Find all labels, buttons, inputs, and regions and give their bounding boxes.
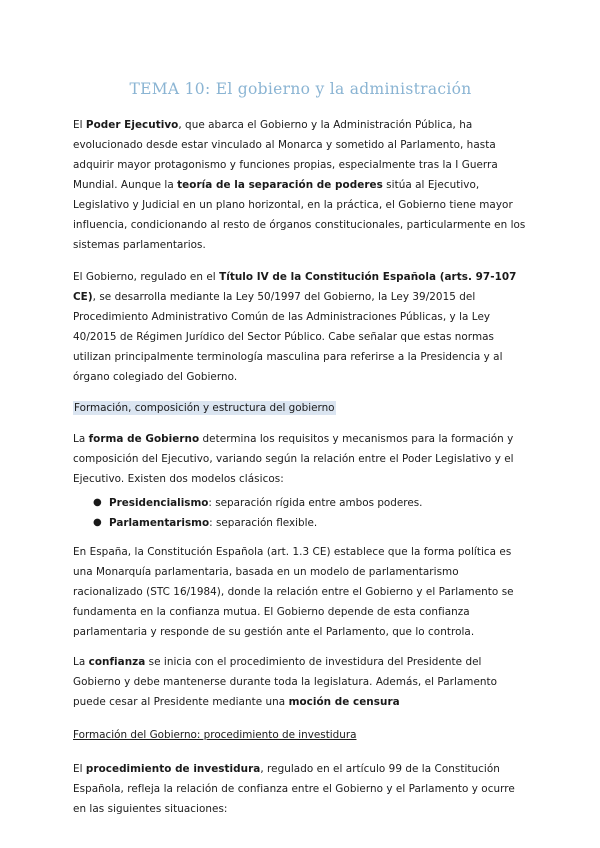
paragraph-poder-ejecutivo: El Poder Ejecutivo, que abarca el Gobierno y la Administración Pública, ha evolucionado desde estar vinculado al Monarca y sometido al Parlamento, hasta adquirir mayor protagonismo y funciones propias, especialmente tras la I Guerra Mundial. Aunque la teoría de la separación de poderes sitúa al Ejecutivo, Legislativo y Judicial en un plano horizontal, en la práctica, el Gobierno tiene mayor influencia, condicionando al resto de órganos constitucionales, particularmente en los sistemas parlamentarios. <box>73 119 526 251</box>
paragraph-forma-gobierno: La forma de Gobierno determina los requisitos y mecanismos para la formación y composición del Ejecutivo, variando según la relación entre el Poder Legislativo y el Ejecutivo. Existen dos modelos clásicos: <box>73 433 514 485</box>
section-heading-formacion: Formación, composición y estructura del gobierno <box>74 402 335 414</box>
paragraph-procedimiento-investidura: El procedimiento de investidura, regulado en el artículo 99 de la Constitución Española, refleja la relación de confianza entre el Gobierno y el Parlamento y ocurre en las siguientes situaciones: <box>73 763 515 815</box>
list-item-parlamentarismo: ● Parlamentarismo: separación flexible. <box>93 514 528 532</box>
section-heading-investidura: Formación del Gobierno: procedimiento de investidura <box>73 729 357 741</box>
paragraph-confianza: La confianza se inicia con el procedimiento de investidura del Presidente del Gobierno y debe mantenerse durante toda la legislatura. Además, el Parlamento puede cesar al Presidente mediante una moción de censura <box>73 656 498 708</box>
paragraph-monarquia-parlamentaria: En España, la Constitución Española (art. 1.3 CE) establece que la forma política es una Monarquía parlamentaria, basada en un modelo de parlamentarismo racionalizado (STC 16/1984), donde la relación entre el Gobierno y el Parlamento se fundamenta en la confianza mutua. El Gobierno depende de esta confianza parlamentaria y responde de su gestión ante el Parlamento, que lo controla. <box>73 546 514 638</box>
bullet-icon: ● <box>93 497 102 508</box>
page-title: TEMA 10: El gobierno y la administración <box>129 80 472 98</box>
bullet-icon: ● <box>93 517 102 528</box>
list-item-presidencialismo: ● Presidencialismo: separación rígida entre ambos poderes. <box>93 494 528 512</box>
models-list <box>73 494 528 532</box>
paragraph-regulacion-gobierno: El Gobierno, regulado en el Título IV de la Constitución Española (arts. 97-107 CE), se desarrolla mediante la Ley 50/1997 del Gobierno, la Ley 39/2015 del Procedimiento Administrativo Común de las Administraciones Públicas, y la Ley 40/2015 de Régimen Jurídico del Sector Público. Cabe señalar que estas normas utilizan principalmente terminología masculina para referirse a la Presidencia y al órgano colegiado del Gobierno. <box>73 271 517 383</box>
